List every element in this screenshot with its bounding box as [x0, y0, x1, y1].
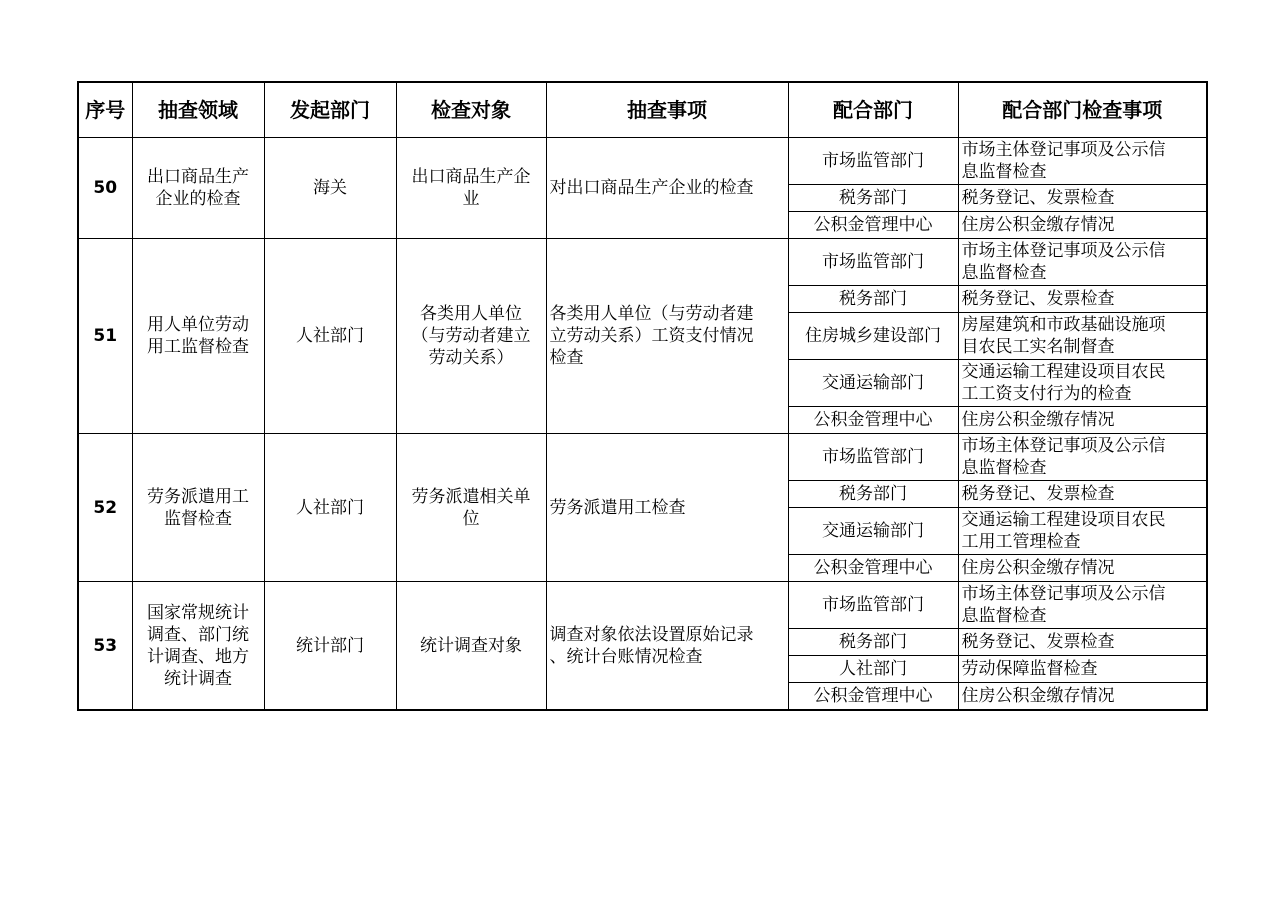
coop-dept-cell: 公积金管理中心: [788, 555, 958, 582]
coop-dept-cell: 市场监管部门: [788, 434, 958, 481]
row-number: 50: [78, 138, 132, 239]
coop-item-line: 息监督检查: [961, 263, 1047, 283]
coop-item-cell: [958, 360, 1207, 407]
matter-line: 调查对象依法设置原始记录: [549, 624, 754, 645]
coop-item-cell: [958, 138, 1207, 185]
header-row: [78, 82, 1207, 138]
coop-dept-cell: 公积金管理中心: [788, 683, 958, 711]
matter-cell: [546, 239, 788, 434]
field-line: 计调查、地方: [147, 646, 249, 667]
coop-item-line: 息监督检查: [961, 162, 1047, 182]
matter-line: 立劳动关系）工资支付情况: [549, 326, 754, 346]
coop-item-cell: 税务登记、发票检查: [958, 481, 1207, 508]
coop-dept-cell: 人社部门: [788, 656, 958, 683]
field-line: 劳务派遣用工: [147, 486, 249, 507]
field-line: 监督检查: [164, 508, 232, 529]
target-line: 出口商品生产企: [411, 167, 531, 187]
coop-dept-cell: 公积金管理中心: [788, 407, 958, 434]
matter-line: 各类用人单位（与劳动者建: [549, 304, 754, 324]
target-cell: [396, 138, 546, 239]
coop-item-line: 工用工管理检查: [961, 532, 1081, 552]
header-field: 抽查领域: [132, 82, 264, 138]
coop-item-line: 交通运输工程建设项目农民: [961, 510, 1166, 530]
header-seq: 序号: [78, 82, 132, 138]
coop-dept-cell: 税务部门: [788, 185, 958, 212]
target-line: 位: [462, 508, 480, 529]
coop-item-line: 市场主体登记事项及公示信: [961, 241, 1166, 261]
target-cell: [396, 434, 546, 582]
coop-item-line: 息监督检查: [961, 606, 1047, 626]
coop-item-cell: [958, 434, 1207, 481]
matter-line: 劳务派遣用工检查: [549, 497, 686, 518]
row-number: 52: [78, 434, 132, 582]
coop-dept-cell: 市场监管部门: [788, 582, 958, 629]
initiator-cell: 人社部门: [264, 434, 396, 582]
target-line: （与劳动者建立: [411, 326, 531, 346]
coop-item-cell: 住房公积金缴存情况: [958, 555, 1207, 582]
initiator-cell: 人社部门: [264, 239, 396, 434]
coop-item-line: 房屋建筑和市政基础设施项: [961, 315, 1166, 335]
coop-item-cell: 税务登记、发票检查: [958, 185, 1207, 212]
coop-item-cell: 住房公积金缴存情况: [958, 407, 1207, 434]
coop-dept-cell: 市场监管部门: [788, 138, 958, 185]
field-line: 统计调查: [164, 668, 232, 689]
target-cell: [396, 239, 546, 434]
header-coop-item: 配合部门检查事项: [958, 82, 1207, 138]
coop-dept-cell: 市场监管部门: [788, 239, 958, 286]
coop-item-line: 交通运输工程建设项目农民: [961, 362, 1166, 382]
matter-line: 检查: [549, 348, 584, 368]
coop-dept-cell: 税务部门: [788, 286, 958, 313]
matter-line: 对出口商品生产企业的检查: [549, 178, 754, 198]
coop-item-cell: [958, 313, 1207, 360]
field-line: 用人单位劳动: [147, 315, 249, 335]
row-number: 53: [78, 582, 132, 711]
table-row: [78, 239, 1207, 286]
coop-item-line: 息监督检查: [961, 458, 1047, 478]
coop-dept-cell: 交通运输部门: [788, 360, 958, 407]
coop-item-cell: 税务登记、发票检查: [958, 629, 1207, 656]
header-target: 检查对象: [396, 82, 546, 138]
coop-item-cell: 劳动保障监督检查: [958, 656, 1207, 683]
coop-item-line: 市场主体登记事项及公示信: [961, 140, 1166, 160]
coop-item-cell: 税务登记、发票检查: [958, 286, 1207, 313]
coop-dept-cell: 公积金管理中心: [788, 212, 958, 239]
matter-line: 、统计台账情况检查: [549, 646, 703, 667]
coop-item-cell: 住房公积金缴存情况: [958, 683, 1207, 711]
field-cell: [132, 582, 264, 711]
field-cell: [132, 434, 264, 582]
field-line: 企业的检查: [155, 189, 241, 209]
table-row: [78, 434, 1207, 481]
field-line: 出口商品生产: [147, 167, 249, 187]
coop-item-line: 目农民工实名制督查: [961, 337, 1115, 357]
initiator-cell: 统计部门: [264, 582, 396, 711]
field-cell: [132, 239, 264, 434]
target-line: 劳动关系）: [428, 348, 514, 368]
coop-item-line: 市场主体登记事项及公示信: [961, 436, 1166, 456]
coop-item-cell: [958, 508, 1207, 555]
field-line: 调查、部门统: [147, 624, 249, 645]
target-line: 统计调查对象: [420, 635, 522, 656]
field-line: 国家常规统计: [147, 602, 249, 623]
initiator-cell: 海关: [264, 138, 396, 239]
field-cell: [132, 138, 264, 239]
coop-item-line: 工工资支付行为的检查: [961, 384, 1132, 404]
target-line: 各类用人单位: [420, 304, 522, 324]
header-coop-dept: 配合部门: [788, 82, 958, 138]
coop-item-cell: [958, 582, 1207, 629]
header-initiator: 发起部门: [264, 82, 396, 138]
matter-cell: [546, 138, 788, 239]
table-row: [78, 138, 1207, 185]
matter-cell: [546, 434, 788, 582]
coop-dept-cell: 税务部门: [788, 481, 958, 508]
target-line: 劳务派遣相关单: [411, 486, 531, 507]
inspection-table: [77, 81, 1208, 711]
field-line: 用工监督检查: [147, 337, 249, 357]
target-line: 业: [462, 189, 480, 209]
coop-dept-cell: 住房城乡建设部门: [788, 313, 958, 360]
matter-cell: [546, 582, 788, 711]
coop-dept-cell: 交通运输部门: [788, 508, 958, 555]
row-number: 51: [78, 239, 132, 434]
header-matter: 抽查事项: [546, 82, 788, 138]
target-cell: [396, 582, 546, 711]
table-row: [78, 582, 1207, 629]
coop-item-cell: 住房公积金缴存情况: [958, 212, 1207, 239]
coop-item-line: 市场主体登记事项及公示信: [961, 584, 1166, 604]
coop-dept-cell: 税务部门: [788, 629, 958, 656]
coop-item-cell: [958, 239, 1207, 286]
